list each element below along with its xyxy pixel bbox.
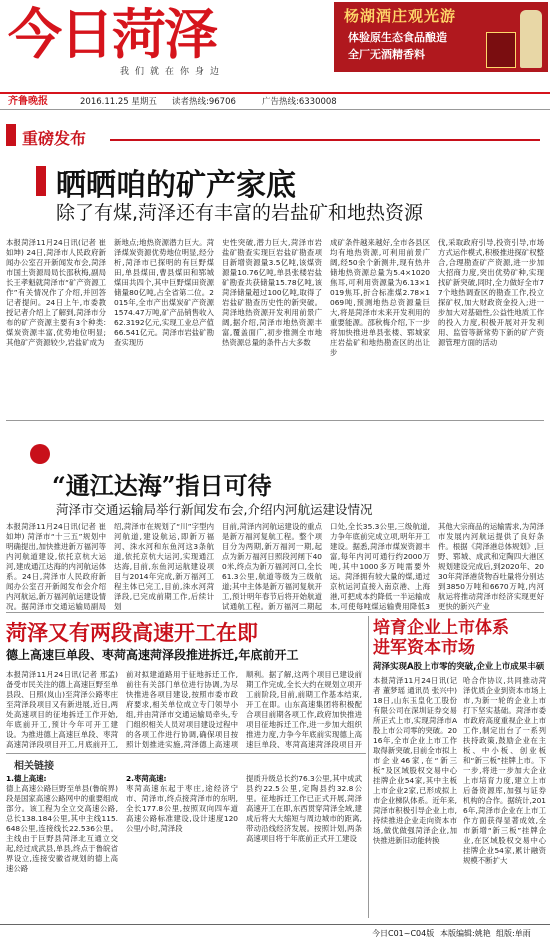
article-column: 本报菏泽11月24日讯(记者 崔如坤) 24日,菏泽市人民政府新闻办公室召开新闻发布会,菏泽市国土资源局局长邵秋梅,副局长王孝魁就菏泽市“矿产资源工作”有关情况作了介绍,并回答记者提问。24日上午,市委教授记者介绍上了解到,菏泽市分布的矿产资源主要有3个种类:煤炭资源丰富,优势地位明显;其他矿产资源较少,岩盐矿成为: [6, 238, 106, 347]
article-column: 顺利。据了解,这两个项目已建设前期工作完成,全长大约在规划立项开工前阶段,目前,前期工作基本结束,开工在即。山东高速集团将积极配合项目前期各项工作,政府加快推进项目征地拆迁工作,进一步加大组织推进力度,力争今年底前实现德上高速巨单段、枣菏高速菏泽段项目开: [246, 670, 362, 749]
ad-hotline: 广告热线:6330008: [262, 97, 337, 107]
headline-marker: [36, 166, 46, 196]
section-tag: 重磅发布: [22, 129, 87, 148]
related-link-title: 2.枣菏高速:: [126, 774, 167, 783]
article-subhead: 德上高速巨单段、枣菏高速菏泽段推进拆迁,年底前开工: [6, 648, 299, 662]
section-divider: [6, 420, 544, 421]
ad-title: 杨湖酒庄观光游: [344, 7, 457, 25]
brand-name: 齐鲁晚报: [8, 96, 48, 107]
column-divider: [368, 616, 369, 918]
section-rule: [110, 139, 540, 141]
article-column: 绍,菏泽市在规划了“川”字型内河航道,建设航运,即新万福河、洙水河和东鱼河这3条航道,依托京杭大运河,实现通江达海,目前,东鱼河运航建设项目与2014年完成,新万福河工程主体已完工,目前,洙水河菏泽段,已完成前期工作,后续计划: [114, 522, 214, 611]
related-link-text: [126, 774, 238, 920]
article-column: 伐,采取政府引导,投资引导,市场方式运作模式,积极推进探矿权整合,合理勘查矿产资源,进一步加大招商力度,突出优势矿种,实现找矿新突破,同时,全力做好全市77个地热调查区的勘查工作,投立探矿权,加大财政资金投入;进一步加大对基础性,公益性地质工作的投入力度,积极开展对开发利用、监管等新常势下新的矿产资源管理方面的活动: [438, 238, 544, 347]
article-subhead: 菏泽实现A股上市零的突破,企业上市成果丰硕: [373, 662, 545, 672]
article-column: 新地点;地热资源潜力巨大。菏泽煤炭资源优势地位明显,经分析,菏泽市已探明的有巨野煤田,单县煤田,曹县煤田和郓城煤田共四个,其中巨野煤田资源储量80亿吨,占全省第二位。2015年,全市产出煤炭矿产资源1574.47万吨,矿产品销售收入62.3192亿元,实现工业总产值66.541亿元。菏泽市岩盐矿勘查实现历: [114, 238, 214, 347]
related-link-text: [6, 774, 118, 920]
related-links-label: 相关链接: [14, 761, 54, 772]
issue-date: 2016.11.25 星期五: [80, 97, 157, 107]
ad-line-1: 体验原生态食品酿造: [348, 31, 447, 44]
section-marker: [6, 124, 16, 146]
article-column: 本报菏泽11月24日讯(记者 董梦瑶 通讯员 张兴中) 18日,山东玉皇化工股份有限公司在深圳证券交易所正式上市,实现菏泽市A股上市公司零的突破。2016年,全市企业上市工作取得新突破,目前全市拟上市企业46家,在“新三板”及区域股权交易中心挂牌企业54家,其中主板上市企业2家,已形成拟上市企业梯队体系。近年来,菏泽市积极引导企业上市,持续推进企业走向资本市场,做优做强菏泽企业,加快推进新旧动能转换: [373, 676, 457, 845]
article-headline: 晒晒咱的矿产家底: [56, 168, 296, 203]
headline-line-1: 培育企业上市体系: [373, 618, 509, 638]
liquor-bottle-image: [520, 10, 542, 68]
article-column: 哈合作协议,共同推动菏泽优质企业到资本市场上市,为新一轮的企业上市打下坚实基础。菏泽市委市政府高度重视企业上市工作,制定出台了一系列扶持政策,鼓励企业在主板、中小板、创业板和“新三板”挂牌上市。下一步,将进一步加大企业上市培育力度,建立上市后备资源库,加强与证券机构的合作。据统计,2016年,菏泽市企业在上市工作方面获得显著成效,全市新增“新三板”挂牌企业,在区域股权交易中心挂牌企业54家,累计融资规模不断扩大: [463, 676, 546, 865]
article-column: 提质升级总长约76.3公里,其中成武县约22.5公里,定陶县约32.8公里。征地拆迁工作已正式开展,菏泽高速开工在即,东西贯穿菏泽全域,建成后将大大缩短与周边城市的距离,带动沿线经济发展。按照计划,两条高速项目将于年底前正式开工建设: [246, 774, 362, 843]
bullet-icon: [30, 444, 50, 464]
ad-line-2: 全厂无酒精香料: [348, 48, 425, 61]
newspaper-slogan: 我们就在你身边: [120, 67, 226, 77]
article-headline: [373, 618, 509, 658]
headline-line-2: 进军资本市场: [373, 638, 475, 658]
layout-credit: 组版:单雨: [496, 929, 531, 938]
article-column: 本报菏泽11月24日讯(记者 崔如坤) 菏泽市“十三五”规划中明确提出,加快推进新万福河等内河航道建设,依托京杭大运河,建成通江达海的内河航运体系。24日,菏泽市人民政府新闻办公室召开新闻发布会介绍内河航运,新万福河航运建设情况。据菏泽市交通运输局副局: [6, 522, 106, 611]
liquor-box-image: [486, 32, 516, 68]
article-headline: “通江达海”指日可待: [52, 471, 272, 500]
advertisement[interactable]: [334, 2, 548, 72]
article-subhead: 菏泽市交通运输局举行新闻发布会,介绍内河航运建设情况: [56, 502, 373, 517]
article-column: 其他大宗商品的运输需求,为菏泽市发展内河航运提供了良好条件。根据《菏泽港总体规划》,巨野、郓城、成武和定陶四大港区规划建设完成后,到2020年、2030年菏泽港货物吞吐量将分别达到3850万吨和6670万吨,内河航运将推动菏泽市经济实现更好更快的新兴产业: [438, 522, 544, 611]
article-column: 成矿条件越来越好,全市各县区均有地热资源,可利用前景广阔,经50余个新测井,现有热井储地热资源总量为5.4×1020焦耳,可利用资源量为6.13×1019焦耳,折合标准煤2.78×1069吨,预测地热总资源量巨大,将是菏泽市未来开发利用的重要能源。邵秋梅介绍,下一步将加快推进单县张楼、郓城家庄岩盐矿和地热勘查区的出让步: [330, 238, 430, 357]
issue-info-bar: [0, 92, 550, 110]
page-range: 今日C01~C04版: [372, 929, 435, 938]
editor-credit: 本版编辑:姚艳: [440, 929, 491, 938]
newspaper-title: 今日菏泽: [8, 2, 216, 66]
page-footer: [0, 924, 550, 944]
reader-hotline: 读者热线:96706: [172, 97, 236, 107]
related-link-body: 德上高速公路巨野至单县(鲁皖界)段是国家高速公路网中的重要组成部分。该工程为全立交高速公路,总长138.184公里,其中主线115.648公里,连接线长22.536公里。主线由于巨野县菏泽北互通立交起,经过成武县,单县,终点于鲁皖省界设立,连接安徽省规划的德上高速公路: [6, 784, 118, 873]
article-headline: 菏泽又有两段高速开工在即: [6, 620, 258, 645]
article-column: 口处,全长35.3公里,三级航道,力争年底前完成立项,明年开工建设。据悉,菏泽市煤炭资源丰富,每年内河可通行约2000万吨,其中1000多万吨需要外运。菏泽拥有较大量的煤,通过京杭运河直接入南京港、上海港,可把成本约降低一半运输成本,可使每吨煤运输费用降低3: [330, 522, 430, 611]
section-divider: [6, 612, 544, 613]
article-column: 本报菏泽11月24日讯(记者 邢孟) 备受市民关注的德上高速巨野至单县段、日照(岚山)至菏泽公路枣庄至菏泽段项目又有新进展,近日,两处高速项目的征地拆迁工作开始,年底前开工,预计今年可开工建设。为推进德上高速巨单段、枣菏高速菏泽段项目开工,月底前开工,: [6, 670, 118, 749]
article-column: 目前,菏泽内河航运建设的重点是新万福河复航工程。整个项目分为两期,新万福河一期,起点为新万福河日照段河闸下400米,终点为新万福河河口,全长61.3公里,航道等级为三级航道;其中主体是新万福河复航开工,预计明年春节后将开始航道试通航工程。新万福河二期起: [222, 522, 322, 611]
article-column: 史性突破,潜力巨大,菏泽市岩盐矿勘查实现巨岩盐矿勘查项目新增资源量3.5亿吨,该煤资源量10.76亿吨,单县张楼岩盐矿勘查共获储量15.78亿吨,该菏泽储量超过100亿吨,取得了岩盐矿勘查历史性的新突破。菏泽地热资源开发利用前景广阔,据介绍,菏泽市地热资源丰富,覆盖面广,初步推测全市地热资源总量的条件占大多数: [222, 238, 322, 347]
related-links-box: [6, 753, 366, 771]
related-link-body: 枣菏高速东起于枣庄,途经济宁市、菏泽市,终点接菏泽市的东明,全长177.8公里,按照双向四车道高速公路标准建设,设计速度120公里/小时,菏泽段: [126, 784, 238, 833]
related-link-title: 1.德上高速:: [6, 774, 47, 783]
masthead: [0, 0, 550, 92]
article-subhead: 除了有煤,菏泽还有丰富的岩盐矿和地热资源: [56, 202, 424, 224]
article-column: 前对拟建道路用于征地拆迁工作,前往有关部门单位进行协调,为尽快推进各项目建设,按照市委市政府要求,相关单位成立专门领导小组,并由菏泽市交通运输局牵头,专门组织相关人员对项目建设过程中的各项工作进行协调,确保项目按照计划推进实施,菏泽德上高速项: [126, 670, 238, 749]
